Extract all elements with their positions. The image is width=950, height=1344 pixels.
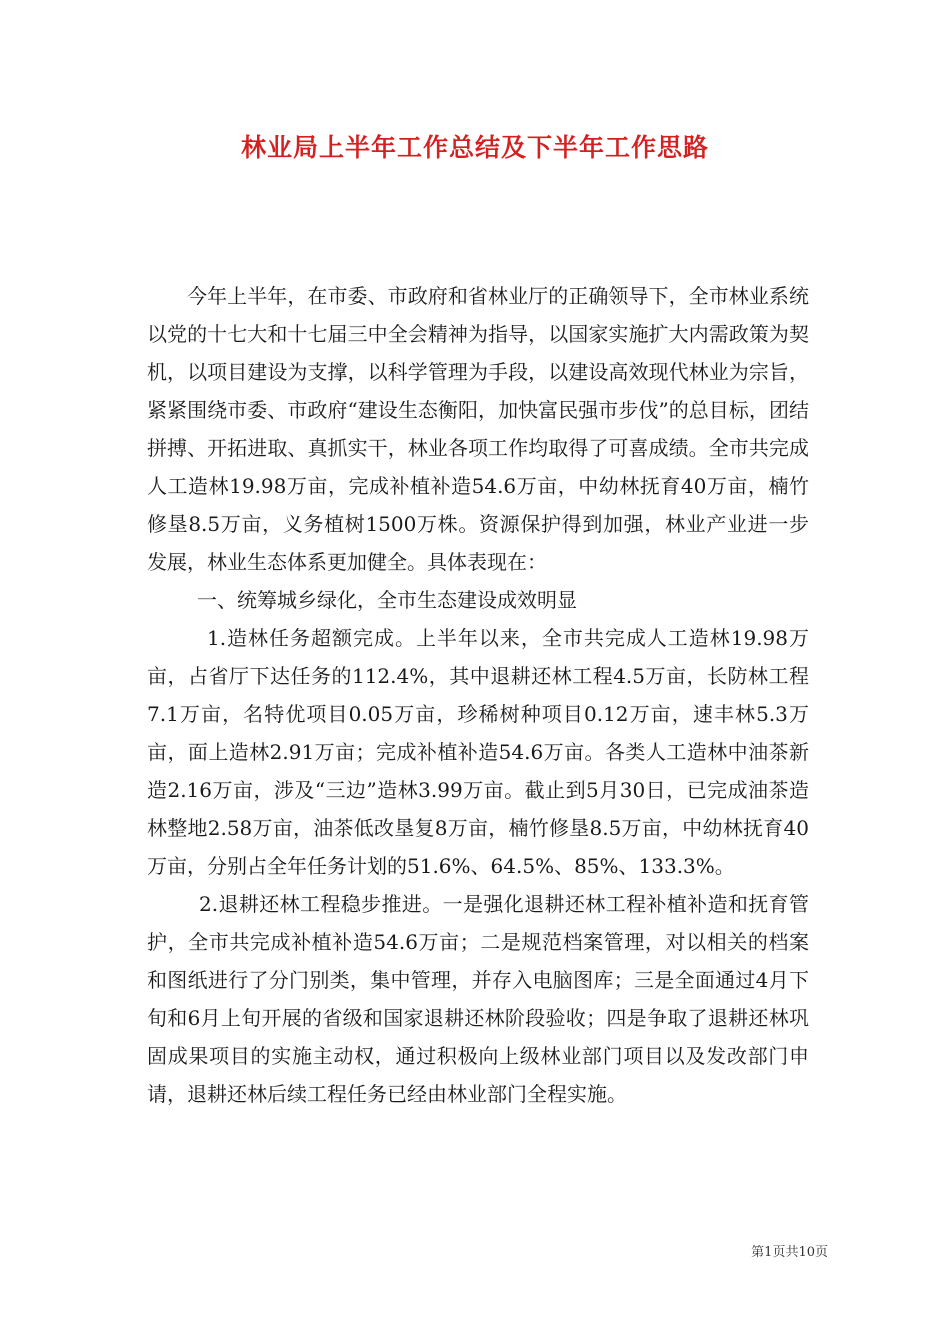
document-title: 林业局上半年工作总结及下半年工作思路 <box>240 133 709 162</box>
intro-paragraph: 今年上半年，在市委、市政府和省林业厅的正确领导下，全市林业系统以党的十七大和十七届三中全会精神为指导，以国家实施扩大内需政策为契机，以项目建设为支撑，以科学管理为手段，以建设高效现代林业为宗旨，紧紧围绕市委、市政府“建设生态衡阳，加快富民强市步伐”的总目标，团结拼搏、开拓进取、真抓实干，林业各项工作均取得了可喜成绩。全市共完成人工造林19.98万亩，完成补植补造54.6万亩，中幼林抚育40万亩，楠竹修垦8.5万亩，义务植树1500万株。资源保护得到加强，林业产业进一步发展，林业生态体系更加健全。具体表现在： <box>147 284 809 574</box>
section-heading-1: 一、统筹城乡绿化，全市生态建设成效明显 <box>197 588 577 612</box>
document-body <box>147 277 809 1113</box>
item-paragraph-2: 2.退耕还林工程稳步推进。一是强化退耕还林工程补植补造和抚育管护，全市共完成补植补造54.6万亩；二是规范档案管理，对以相关的档案和图纸进行了分门别类，集中管理，并存入电脑图库；三是全面通过4月下旬和6月上旬开展的省级和国家退耕还林阶段验收；四是争取了退耕还林巩固成果项目的实施主动权，通过积极向上级林业部门项目以及发改部门申请，退耕还林后续工程任务已经由林业部门全程实施。 <box>147 892 809 1106</box>
item-paragraph-1: 1.造林任务超额完成。上半年以来，全市共完成人工造林19.98万亩，占省厅下达任务的112.4%，其中退耕还林工程4.5万亩，长防林工程7.1万亩，名特优项目0.05万亩，珍稀树种项目0.12万亩，速丰林5.3万亩，面上造林2.91万亩；完成补植补造54.6万亩。各类人工造林中油茶新造2.16万亩，涉及“三边”造林3.99万亩。截止到5月30日，已完成油茶造林整地2.58万亩，油茶低改垦复8万亩，楠竹修垦8.5万亩，中幼林抚育40万亩，分别占全年任务计划的51.6%、64.5%、85%、133.3%。 <box>147 626 809 878</box>
page-number: 第1页共10页 <box>751 1245 828 1260</box>
